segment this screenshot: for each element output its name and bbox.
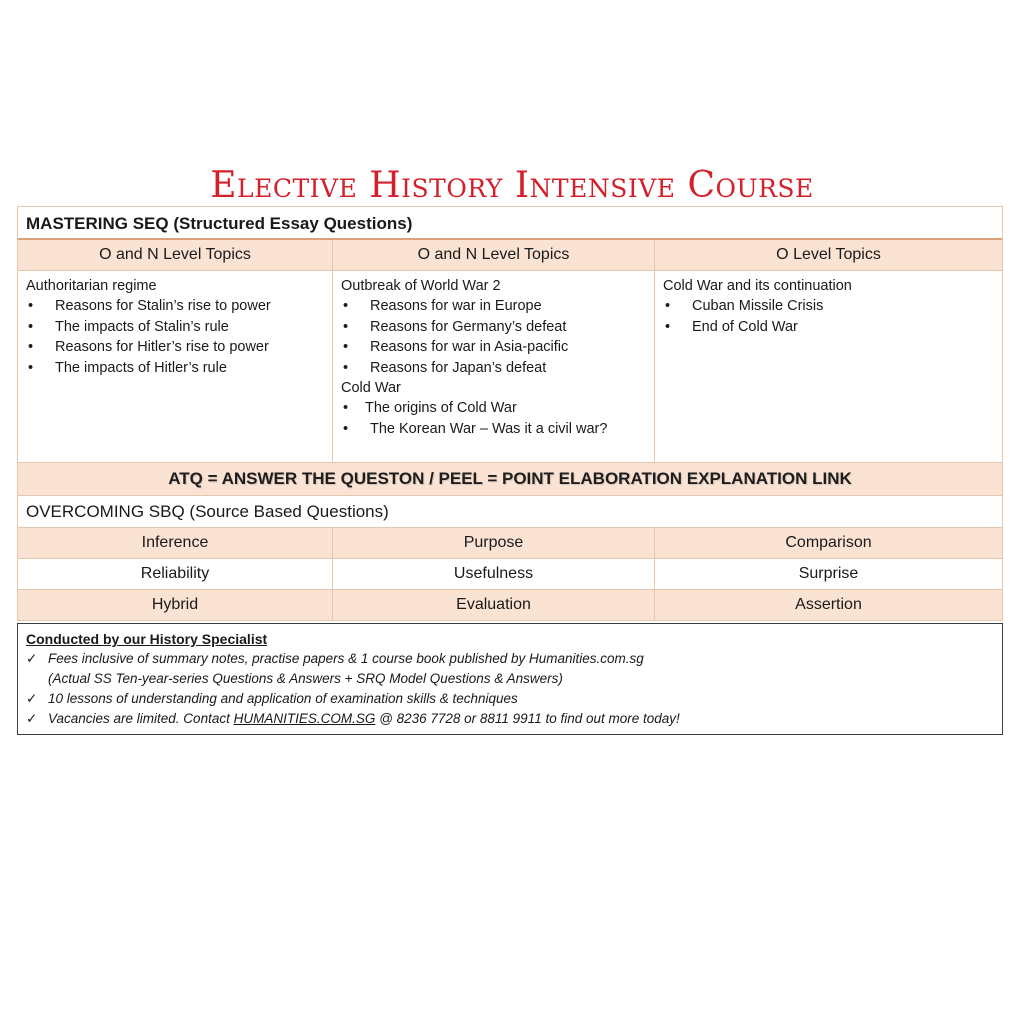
topic-list [26, 296, 324, 378]
topic-item: • Reasons for Hitler’s rise to power [26, 337, 324, 357]
info-text: Fees inclusive of summary notes, practise papers & 1 course book published by Humanities.com.sg [48, 651, 644, 666]
website-link[interactable]: HUMANITIES.COM.SG [233, 711, 376, 726]
topic-item: • Reasons for Stalin’s rise to power [26, 296, 324, 316]
check-icon: ✓ [26, 711, 38, 726]
seq-topics-row [18, 271, 1002, 463]
sbq-skill: Surprise [798, 565, 859, 582]
sbq-skill: Usefulness [333, 559, 655, 589]
topic-item: • The origins of Cold War [341, 398, 646, 418]
check-icon: ✓ [26, 691, 38, 706]
topic-list [341, 296, 646, 378]
sbq-row [18, 528, 1002, 559]
info-line-lessons [26, 689, 994, 709]
topic-item: • End of Cold War [663, 317, 994, 337]
topic-item: • Reasons for Germany’s defeat [341, 317, 646, 337]
info-text: Vacancies are limited. Contact [48, 711, 234, 726]
topic-list [341, 398, 646, 439]
page-title: Elective History Intensive Course [210, 165, 814, 206]
topic-item: • The Korean War – Was it a civil war? [341, 419, 646, 439]
sbq-skill: Hybrid [18, 590, 333, 620]
course-table [17, 206, 1003, 621]
column-header: O and N Level Topics [18, 240, 333, 270]
seq-section-title: MASTERING SEQ (Structured Essay Questions) [18, 206, 1002, 240]
column-header: O Level Topics [776, 246, 881, 263]
sbq-skill: Assertion [795, 596, 862, 613]
topic-item: • Cuban Missile Crisis [663, 296, 994, 316]
topic-column [655, 271, 1002, 462]
sbq-section-title: OVERCOMING SBQ (Source Based Questions) [18, 496, 1002, 528]
sbq-skill: Evaluation [333, 590, 655, 620]
sbq-skill: Comparison [785, 534, 872, 551]
course-info-box [17, 623, 1003, 735]
topic-heading: Cold War and its continuation [663, 278, 852, 294]
sbq-row [18, 559, 1002, 590]
topic-item: • The impacts of Hitler’s rule [26, 358, 324, 378]
check-icon: ✓ [26, 651, 38, 666]
topic-column [333, 271, 655, 462]
sbq-skill: Purpose [333, 528, 655, 558]
info-text: @ 8236 7728 or 8811 9911 to find out more today! [375, 711, 680, 726]
topic-item: • Reasons for war in Europe [341, 296, 646, 316]
atq-peel-banner: ATQ = ANSWER THE QUESTON / PEEL = POINT ELABORATION EXPLANATION LINK [18, 463, 1002, 496]
topic-item: • Reasons for Japan’s defeat [341, 358, 646, 378]
column-header: O and N Level Topics [333, 240, 655, 270]
info-line-fees [26, 649, 994, 669]
topic-item: • Reasons for war in Asia-pacific [341, 337, 646, 357]
seq-header-row [18, 240, 1002, 271]
sbq-skill: Reliability [18, 559, 333, 589]
sbq-row [18, 590, 1002, 621]
topic-heading: Cold War [341, 380, 401, 397]
info-subline: (Actual SS Ten-year-series Questions & Answers + SRQ Model Questions & Answers) [48, 671, 563, 686]
info-heading: Conducted by our History Specialist [26, 631, 268, 647]
info-text: 10 lessons of understanding and application of examination skills & techniques [48, 691, 518, 706]
info-line-contact [26, 709, 994, 729]
sbq-skill: Inference [18, 528, 333, 558]
topic-heading: Authoritarian regime [26, 278, 157, 294]
topic-list [663, 296, 994, 337]
topic-item: • The impacts of Stalin’s rule [26, 317, 324, 337]
topic-heading: Outbreak of World War 2 [341, 278, 501, 294]
topic-column [18, 271, 333, 462]
